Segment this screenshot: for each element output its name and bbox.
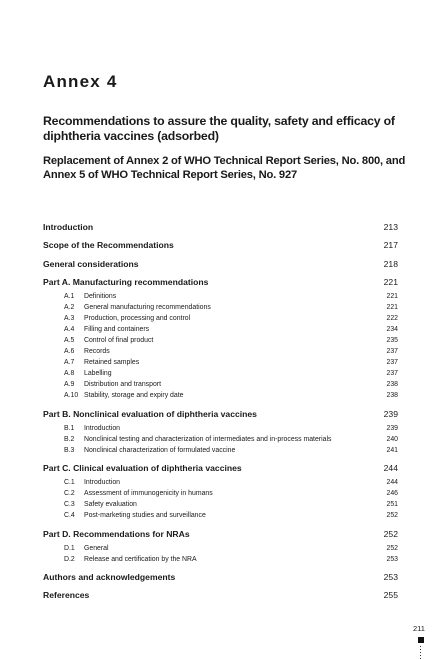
toc-label: General bbox=[84, 544, 109, 552]
toc-page: 217 bbox=[383, 240, 398, 251]
toc-subentry-d2[interactable] bbox=[43, 554, 398, 565]
toc-label: References bbox=[43, 590, 90, 601]
page-marker-square bbox=[418, 637, 424, 643]
toc-page: 221 bbox=[386, 293, 398, 301]
toc-label: Nonclinical testing and characterization of intermediates and in-process materials bbox=[84, 435, 332, 443]
toc-page: 237 bbox=[386, 348, 398, 356]
toc-subentry-a4[interactable] bbox=[43, 324, 398, 335]
toc-label: General manufacturing recommendations bbox=[84, 304, 211, 312]
toc-number: A.4 bbox=[64, 326, 75, 334]
toc-page: 252 bbox=[386, 544, 398, 552]
toc-label: Nonclinical characterization of formulated vaccine bbox=[84, 446, 236, 454]
toc-number: C.2 bbox=[64, 490, 75, 498]
toc-entry-introduction[interactable] bbox=[43, 222, 398, 233]
toc-label: Assessment of immunogenicity in humans bbox=[84, 490, 213, 498]
toc-subentry-c3[interactable] bbox=[43, 499, 398, 510]
toc-page: 252 bbox=[386, 512, 398, 520]
toc-label: Introduction bbox=[43, 222, 94, 232]
toc-number: A.9 bbox=[64, 381, 75, 389]
toc-entry-references[interactable] bbox=[43, 590, 398, 601]
toc-subentry-b2[interactable] bbox=[43, 434, 398, 445]
toc-subentry-c1[interactable] bbox=[43, 477, 398, 488]
toc-label: Safety evaluation bbox=[84, 501, 137, 509]
toc-page: 239 bbox=[383, 408, 398, 419]
toc-page: 222 bbox=[386, 315, 398, 323]
toc-subentry-d1[interactable] bbox=[43, 543, 398, 554]
toc-page: 240 bbox=[386, 435, 398, 443]
toc-page: 235 bbox=[386, 337, 398, 345]
toc-entry-part-b[interactable] bbox=[43, 409, 398, 420]
toc-number: C.3 bbox=[64, 501, 75, 509]
toc-label: Stability, storage and expiry date bbox=[84, 392, 184, 400]
page-number: 211 bbox=[413, 624, 425, 633]
toc-entry-part-d[interactable] bbox=[43, 529, 398, 540]
toc-label: Release and certification by the NRA bbox=[84, 555, 197, 563]
toc-entry-general[interactable] bbox=[43, 259, 398, 270]
toc-label: Retained samples bbox=[84, 359, 140, 367]
toc-subentry-a10[interactable] bbox=[43, 390, 398, 401]
toc-label: Definitions bbox=[84, 293, 117, 301]
toc-label: Post-marketing studies and surveillance bbox=[84, 512, 206, 520]
toc-page: 234 bbox=[386, 326, 398, 334]
toc-page: 221 bbox=[386, 304, 398, 312]
toc-number: D.2 bbox=[64, 555, 75, 563]
toc-label: Part D. Recommendations for NRAs bbox=[43, 528, 190, 539]
toc-subentry-b3[interactable] bbox=[43, 445, 398, 456]
toc-label: Introduction bbox=[84, 424, 121, 432]
toc-entry-scope[interactable] bbox=[43, 240, 398, 251]
toc-number: A.10 bbox=[64, 392, 79, 400]
page-marker-dots bbox=[420, 646, 421, 659]
toc-page: 244 bbox=[386, 479, 398, 487]
toc-entry-part-c[interactable] bbox=[43, 463, 398, 474]
toc-page: 238 bbox=[386, 392, 398, 400]
document-title: Recommendations to assure the quality, safety and efficacy of diphtheria vaccines (adsorbed) bbox=[43, 114, 395, 143]
toc-page: 238 bbox=[386, 381, 398, 389]
toc-subentry-a8[interactable] bbox=[43, 368, 398, 379]
toc-label: Labelling bbox=[84, 370, 112, 378]
toc-page: 239 bbox=[386, 424, 398, 432]
toc-label: Part A. Manufacturing recommendations bbox=[43, 277, 209, 288]
toc-subentry-c2[interactable] bbox=[43, 488, 398, 499]
toc-page: 244 bbox=[383, 463, 398, 474]
toc-entry-part-a[interactable] bbox=[43, 277, 398, 288]
toc-label: Authors and acknowledgements bbox=[43, 571, 176, 582]
toc-number: B.3 bbox=[64, 446, 75, 454]
document-subtitle: Replacement of Annex 2 of WHO Technical Report Series, No. 800, and Annex 5 of WHO Technical Report Series, No. 927 bbox=[43, 155, 406, 181]
toc-number: A.7 bbox=[64, 359, 75, 367]
toc-subentry-a5[interactable] bbox=[43, 335, 398, 346]
toc-page: 221 bbox=[383, 277, 398, 288]
annex-heading: Annex 4 bbox=[43, 72, 118, 91]
toc-page: 246 bbox=[386, 490, 398, 498]
toc-label: Scope of the Recommendations bbox=[43, 240, 174, 251]
toc-subentry-c4[interactable] bbox=[43, 510, 398, 521]
toc-page: 241 bbox=[386, 446, 398, 454]
toc-label: Part B. Nonclinical evaluation of diphtheria vaccines bbox=[43, 408, 257, 419]
toc-number: A.2 bbox=[64, 304, 75, 312]
toc-label: Control of final product bbox=[84, 337, 154, 345]
toc-number: A.6 bbox=[64, 348, 75, 356]
toc-number: C.1 bbox=[64, 479, 75, 487]
toc-subentry-a7[interactable] bbox=[43, 357, 398, 368]
toc-subentry-b1[interactable] bbox=[43, 423, 398, 434]
toc-subentry-a2[interactable] bbox=[43, 302, 398, 313]
toc-number: A.3 bbox=[64, 315, 75, 323]
toc-label: Distribution and transport bbox=[84, 381, 161, 389]
toc-entry-authors[interactable] bbox=[43, 572, 398, 583]
toc-number: A.1 bbox=[64, 293, 75, 301]
table-of-contents bbox=[43, 222, 398, 601]
toc-number: B.2 bbox=[64, 435, 75, 443]
toc-number: C.4 bbox=[64, 512, 75, 520]
toc-label: Records bbox=[84, 348, 110, 356]
toc-label: General considerations bbox=[43, 258, 139, 269]
toc-page: 252 bbox=[383, 528, 398, 539]
toc-number: D.1 bbox=[64, 544, 75, 552]
toc-subentry-a9[interactable] bbox=[43, 379, 398, 390]
toc-page: 237 bbox=[386, 359, 398, 367]
toc-number: A.5 bbox=[64, 337, 75, 345]
toc-label: Production, processing and control bbox=[84, 315, 191, 323]
toc-subentry-a6[interactable] bbox=[43, 346, 398, 357]
toc-label: Introduction bbox=[84, 479, 121, 487]
toc-number: A.8 bbox=[64, 370, 75, 378]
toc-page: 237 bbox=[386, 370, 398, 378]
toc-subentry-a3[interactable] bbox=[43, 313, 398, 324]
toc-page: 218 bbox=[383, 258, 398, 269]
toc-label: Filling and containers bbox=[84, 326, 150, 334]
toc-label: Part C. Clinical evaluation of diphtheria vaccines bbox=[43, 463, 242, 474]
toc-page: 253 bbox=[386, 555, 398, 563]
toc-page: 253 bbox=[383, 571, 398, 582]
toc-subentry-a1[interactable] bbox=[43, 291, 398, 302]
toc-page: 251 bbox=[386, 501, 398, 509]
toc-number: B.1 bbox=[64, 424, 75, 432]
toc-page: 255 bbox=[383, 590, 398, 601]
toc-page: 213 bbox=[383, 222, 398, 232]
